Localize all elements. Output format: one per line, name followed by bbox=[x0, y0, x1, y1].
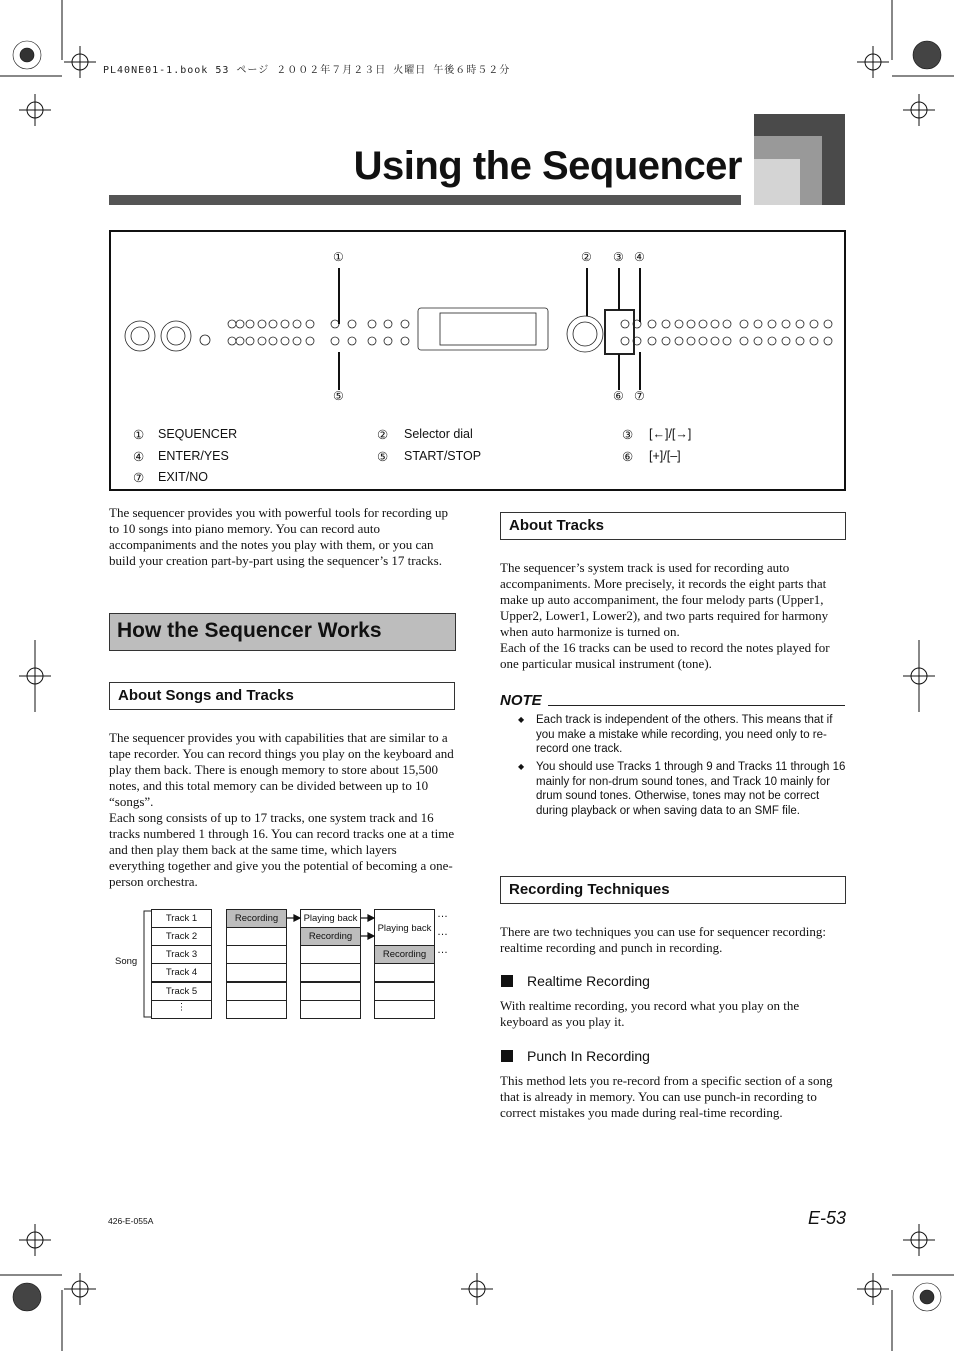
note-label: NOTE bbox=[500, 692, 542, 709]
legend-num: ⑥ bbox=[622, 450, 634, 464]
about-songs-heading: About Songs and Tracks bbox=[109, 682, 455, 710]
legend-num: ⑤ bbox=[377, 450, 389, 464]
callout-5: ⑤ bbox=[333, 389, 344, 403]
about-tracks-p2: Each of the 16 tracks can be used to record the notes played for one particular musical instrument (tone). bbox=[500, 640, 830, 672]
legend-7 bbox=[133, 470, 209, 485]
intro-paragraph: The sequencer provides you with powerful tools for recording up to 10 songs into piano memory. You can record auto accompaniments and the notes you play with them, or you can build your creation part-by-part using the sequencer’s 17 tracks. bbox=[109, 505, 448, 569]
recording-cell: Recording bbox=[300, 927, 361, 946]
legend-label: [+]/[–] bbox=[649, 449, 681, 463]
callout-7: ⑦ bbox=[634, 389, 645, 403]
legend-num: ⑦ bbox=[133, 471, 145, 485]
recording-cell: Recording bbox=[374, 945, 435, 964]
legend-num: ④ bbox=[133, 450, 145, 464]
realtime-heading-text: Realtime Recording bbox=[527, 973, 650, 989]
legend-label: Selector dial bbox=[404, 427, 473, 441]
callout-4: ④ bbox=[634, 250, 645, 264]
keyboard-panel-drawing bbox=[110, 240, 845, 410]
note-item-2: You should use Tracks 1 through 9 and Tracks 11 through 16 mainly for non-drum sound tones, and Track 10 mainly for drum sound tones. Otherwise, tones may not be correct during playback or when saving data to an SMF file. bbox=[536, 761, 846, 817]
page-title: Using the Sequencer bbox=[353, 144, 742, 188]
playing-back-cell: Playing back bbox=[374, 909, 435, 946]
callout-2: ② bbox=[581, 250, 592, 264]
callout-3: ③ bbox=[613, 250, 624, 264]
track-cell: ⋮ bbox=[151, 1000, 212, 1019]
legend-3 bbox=[622, 427, 692, 442]
how-sequencer-works-heading: How the Sequencer Works bbox=[109, 613, 456, 651]
legend-label: SEQUENCER bbox=[158, 427, 238, 441]
legend-6 bbox=[622, 449, 681, 464]
realtime-heading bbox=[501, 973, 650, 989]
legend-num: ③ bbox=[622, 428, 634, 442]
print-header: PL40NE01-1.book 53 ページ ２００２年７月２３日 火曜日 午後６時５２分 bbox=[103, 65, 511, 76]
song-label: Song bbox=[115, 956, 138, 967]
legend-label: [←]/[→] bbox=[649, 427, 692, 441]
legend-5 bbox=[377, 449, 482, 464]
recording-techniques-heading: Recording Techniques bbox=[500, 876, 846, 904]
about-songs-p1: The sequencer provides you with capabilities that are similar to a tape recorder. You can record things you play on the keyboard and play them back. There is enough memory to store about 15,500 notes, and this total memory can be divided between up to 10 “songs”. bbox=[109, 730, 454, 810]
note-bullet-1: ◆ bbox=[518, 715, 525, 724]
about-tracks-p1: The sequencer’s system track is used for recording auto accompaniments. More precisely, it records the eight parts that make up auto accompaniment, the four melody parts (Upper1, Upper2, Lower1, Lower2), and two parts required for harmony when auto harmonize is turned on. bbox=[500, 560, 829, 640]
page-number: E-53 bbox=[807, 1208, 846, 1228]
punch-heading bbox=[501, 1048, 650, 1064]
recording-intro: There are two techniques you can use for sequencer recording: realtime recording and punch in recording. bbox=[500, 924, 826, 956]
legend-label: EXIT/NO bbox=[158, 470, 209, 484]
title-decoration-light bbox=[754, 159, 800, 205]
punch-heading-text: Punch In Recording bbox=[527, 1048, 650, 1064]
note-rule bbox=[548, 705, 845, 706]
playing-back-cell: Playing back bbox=[300, 909, 361, 928]
square-bullet-icon bbox=[501, 975, 513, 987]
legend-num: ② bbox=[377, 428, 389, 442]
legend-1 bbox=[133, 427, 238, 442]
track-cell: Track 2 bbox=[151, 927, 212, 946]
track-cell: Track 3 bbox=[151, 945, 212, 964]
callout-6: ⑥ bbox=[613, 389, 624, 403]
footer-code: 426-E-055A bbox=[108, 1216, 154, 1226]
song-track-diagram bbox=[112, 908, 457, 1020]
legend-4 bbox=[133, 449, 229, 464]
ellipsis: … bbox=[437, 944, 448, 956]
ellipsis: … bbox=[437, 926, 448, 938]
about-songs-p2: Each song consists of up to 17 tracks, one system track and 16 tracks numbered 1 through 16. You can record tracks one at a time and then play them back at the same time, which layers everything together and give you the potential of becoming a one-person orchestra. bbox=[109, 810, 455, 890]
square-bullet-icon bbox=[501, 1050, 513, 1062]
note-item-1: Each track is independent of the others. This means that if you make a mistake while recording, you need only to re-record one track. bbox=[536, 714, 833, 756]
recording-cell: Recording bbox=[226, 909, 287, 928]
track-cell: Track 1 bbox=[151, 909, 212, 928]
legend-2 bbox=[377, 427, 473, 442]
legend-label: ENTER/YES bbox=[158, 449, 229, 463]
title-rule bbox=[109, 195, 741, 205]
callout-1: ① bbox=[333, 250, 344, 264]
punch-text: This method lets you re-record from a specific section of a song that is already in memory. You can use punch-in recording to correct mistakes you made during real-time recording. bbox=[500, 1073, 833, 1121]
legend-label: START/STOP bbox=[404, 449, 482, 463]
note-bullet-2: ◆ bbox=[518, 762, 525, 771]
legend-num: ① bbox=[133, 428, 145, 442]
arrows bbox=[112, 908, 457, 1020]
track-cell: Track 4 bbox=[151, 963, 212, 982]
realtime-text: With realtime recording, you record what you play on the keyboard as you play it. bbox=[500, 998, 800, 1030]
track-cell: Track 5 bbox=[151, 982, 212, 1001]
ellipsis: … bbox=[437, 908, 448, 920]
about-tracks-heading: About Tracks bbox=[500, 512, 846, 540]
